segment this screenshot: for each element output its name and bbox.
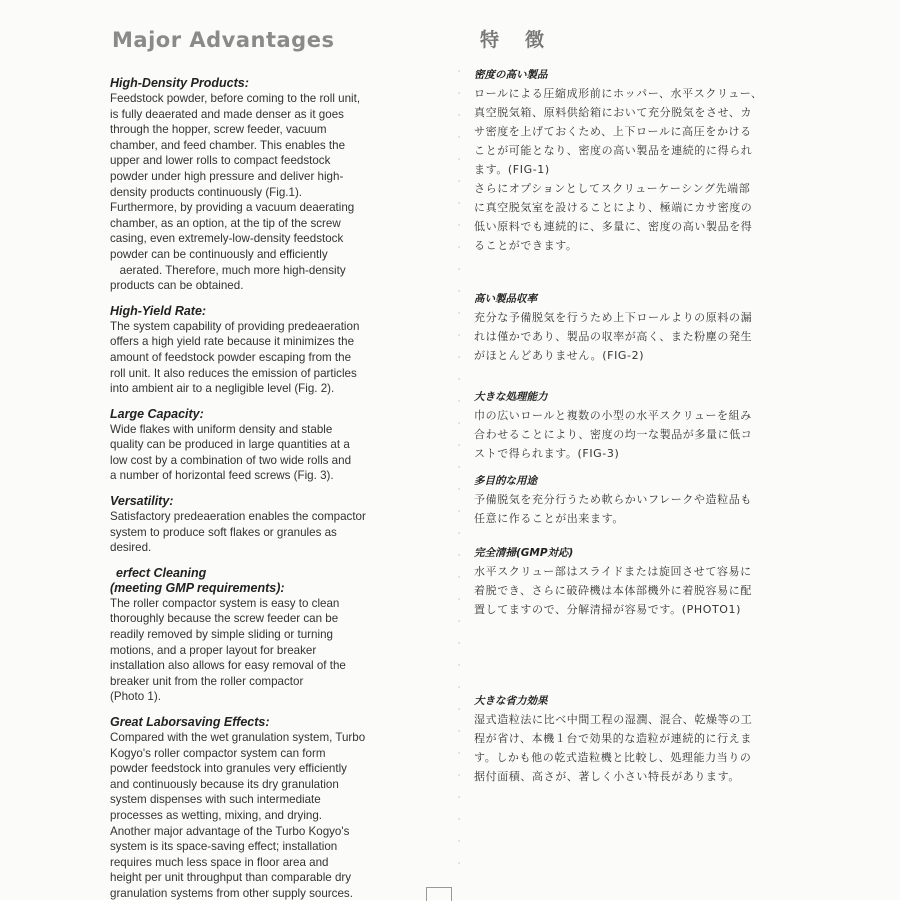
section-heading: High-Yield Rate: [110,303,207,318]
text-line: The system capability of providing predeaeration [110,319,360,333]
text-line: through the hopper, screw feeder, vacuum [110,123,327,137]
text-line: amount of feedstock powder escaping from the [110,350,352,364]
text-line: roll unit. It also reduces the emission of particles [110,366,357,380]
japanese-column [474,26,794,783]
text-line: Wide flakes with uniform density and stable [110,422,333,436]
text-line: Satisfactory predeaeration enables the compactor [110,510,366,524]
text-line: is fully deaerated and made denser as it goes [110,107,344,121]
text-line: 巾の広いロールと複数の小型の水平スクリューを組み [474,409,752,422]
text-line: Another major advantage of the Turbo Kogyo's [110,824,350,838]
section-heading: erfect Cleaning [116,565,207,580]
text-line: 置してますので、分解清掃が容易です。(PHOTO1) [474,603,742,616]
text-line: 任意に作ることが出来ます。 [474,512,624,525]
text-line: chamber, as an option, at the tip of the screw [110,216,341,230]
english-title: Major Advantages [112,28,335,52]
text-line: granulation systems from other supply sources. [110,886,353,900]
text-line: casing, even extremely-low-density feedstock [110,232,344,246]
text-line: thoroughly because the screw feeder can be [110,612,339,626]
text-line: height per unit throughput than comparable dry [110,871,352,885]
section-high-yield-jp [474,292,794,365]
text-line: powder feedstock into granules very efficiently [110,762,347,776]
section-heading: 完全清掃(GMP対応) [474,547,574,559]
section-large-capacity-jp [474,390,794,463]
text-line: 程が省け、本機１台で効果的な造粒が連続的に行えま [474,732,752,745]
text-line: す。しかも他の乾式造粒機と比較し、処理能力当りの [474,751,752,764]
section-heading: Large Capacity: [110,406,204,421]
scan-artifact-dots [456,60,462,880]
section-perfect-cleaning-jp [474,546,794,619]
section-heading: 高い製品収率 [474,293,537,305]
japanese-title: 特徴 [480,29,571,51]
text-line: a number of horizontal feed screws (Fig. 3). [110,469,334,483]
section-body [110,509,410,556]
text-line: The roller compactor system is easy to clean [110,596,340,610]
text-line: density products continuously (Fig.1). [110,185,303,199]
section-heading: 多目的な用途 [474,475,537,487]
section-heading-secondary: (meeting GMP requirements): [110,580,285,595]
section-heading: 大きな処理能力 [474,391,548,403]
english-column [110,26,410,902]
section-heading: High-Density Products: [110,76,249,90]
section-large-capacity-en [110,407,410,484]
section-perfect-cleaning-en [110,566,410,705]
text-line: ことが可能となり、密度の高い製品を連続的に得られ [474,144,753,157]
text-line: aerated. Therefore, much more high-density [110,263,346,277]
section-heading: Great Laborsaving Effects: [110,715,270,729]
text-line: 低い原料でも連続的に、多量に、密度の高い製品を得 [474,220,753,233]
text-line: system is its space-saving effect; installation [110,840,338,854]
text-line: quality can be produced in large quantities at a [110,438,350,452]
section-high-density-jp [474,68,794,255]
section-body [474,84,794,255]
text-line: がほとんどありません。(FIG-2) [474,349,645,362]
section-body [110,91,410,294]
text-line: さらにオプションとしてスクリューケーシング先端部 [474,182,751,195]
text-line: powder under high pressure and deliver high- [110,169,344,183]
text-line: ることができます。 [474,239,578,252]
text-line: motions, and a proper layout for breaker [110,643,317,657]
text-line: powder can be continuously and efficiently [110,247,328,261]
text-line: 充分な予備脱気を行うため上下ロールよりの原料の漏 [474,311,753,324]
section-body [110,596,410,705]
section-heading: 密度の高い製品 [474,69,548,81]
text-line: 予備脱気を充分行うため軟らかいフレークや造粒品も [474,493,752,506]
text-line: offers a high yield rate because it minimizes the [110,335,355,349]
text-line: system to produce soft flakes or granules as [110,525,337,539]
section-body [474,490,794,528]
text-line: に真空脱気室を設けることにより、極端にカサ密度の [474,201,753,214]
text-line: Kogyo's roller compactor system can form [110,746,326,760]
section-heading: 大きな省力効果 [474,695,548,707]
section-high-yield-en [110,304,410,397]
section-versatility-en [110,494,410,556]
text-line: processes as wetting, mixing, and drying. [110,808,323,822]
section-body [110,730,410,902]
text-line: system dispenses with such intermediate [110,793,321,807]
section-versatility-jp [474,474,794,528]
section-body [474,562,794,619]
section-laborsaving-en [110,715,410,902]
text-line: 水平スクリュー部はスライドまたは旋回させて容易に [474,565,752,578]
text-line: desired. [110,541,152,555]
section-body [474,406,794,463]
text-line: ストで得られます。(FIG-3) [474,447,620,460]
text-line: readily removed by simple sliding or turning [110,628,333,642]
text-line: れは僅かであり、製品の収率が高く、また粉塵の発生 [474,330,753,343]
text-line: 据付面積、高さが、著しく小さい特長があります。 [474,770,740,783]
text-line: ロールによる圧縮成形前にホッパー、水平スクリュー、 [474,87,763,100]
text-line: ます。(FIG-1) [474,163,550,176]
text-line: (Photo 1). [110,690,161,704]
page-tab-mark [426,887,452,901]
text-line: into ambient air to a negligible level (Fig. 2). [110,382,335,396]
text-line: サ密度を上げておくため、上下ロールに高圧をかける [474,125,752,138]
text-line: 真空脱気箱、原料供給箱において充分脱気をさせ、カ [474,106,753,119]
section-body [110,422,410,484]
text-line: 湿式造粒法に比べ中間工程の湿潤、混合、乾燥等の工 [474,713,753,726]
text-line: Feedstock powder, before coming to the roll unit, [110,92,361,105]
section-high-density-en [110,76,410,294]
section-laborsaving-jp [474,694,794,786]
text-line: Furthermore, by providing a vacuum deaerating [110,201,355,215]
text-line: upper and lower rolls to compact feedstock [110,154,331,168]
section-body [474,710,794,786]
text-line: 合わせることにより、密度の均一な製品が多量に低コ [474,428,753,441]
section-body [110,319,410,397]
text-line: breaker unit from the roller compactor [110,674,304,688]
section-heading: Versatility: [110,494,174,509]
text-line: installation also allows for easy removal of the [110,659,346,673]
text-line: and continuously because its dry granulation [110,777,339,791]
text-line: low cost by a combination of two wide rolls and [110,453,352,467]
text-line: products can be obtained. [110,279,244,293]
text-line: chamber, and feed chamber. This enables the [110,138,346,152]
text-line: requires much less space in floor area and [110,855,329,869]
text-line: 着脱でき、さらに破砕機は本体部機外に着脱容易に配 [474,584,752,597]
text-line: Compared with the wet granulation system, Turbo [110,731,366,744]
section-body [474,308,794,365]
